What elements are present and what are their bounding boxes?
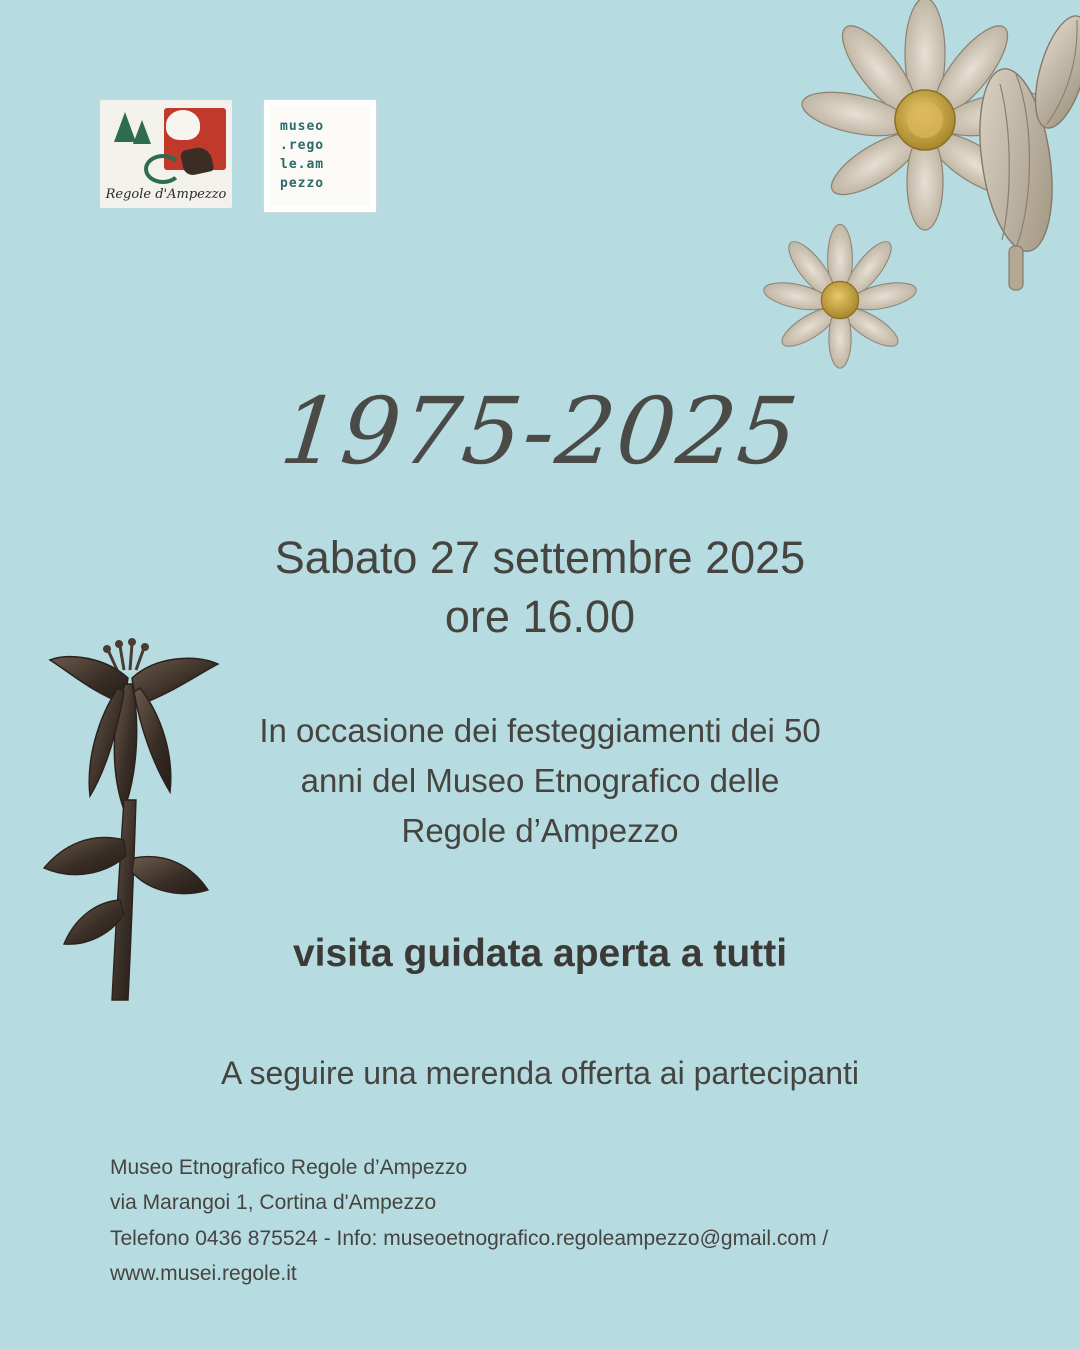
contact-address: via Marangoi 1, Cortina d'Ampezzo bbox=[110, 1191, 437, 1215]
museo-logo-text bbox=[280, 118, 324, 193]
event-time: ore 16.00 bbox=[444, 591, 636, 643]
event-highlight: visita guidata aperta a tutti bbox=[292, 932, 788, 975]
museo-logo-line-1: museo bbox=[280, 119, 325, 135]
museo-logo-line-3: le.am bbox=[280, 157, 325, 172]
regole-dampezzo-logo bbox=[100, 100, 232, 208]
regole-logo-caption: Regole d'Ampezzo bbox=[105, 187, 227, 202]
anniversary-years: 1975-2025 bbox=[275, 378, 805, 485]
contact-website: www.musei.regole.it bbox=[110, 1261, 297, 1285]
contact-info bbox=[110, 1150, 1010, 1291]
contact-phone-email: Telefono 0436 875524 - Info: museoetnografico.regoleampezzo@gmail.com / bbox=[110, 1226, 829, 1250]
event-intro-line-2: anni del Museo Etnografico delle bbox=[300, 762, 780, 800]
museo-logo-line-2: .rego bbox=[280, 138, 325, 154]
logo-row bbox=[100, 100, 376, 212]
museo-regole-ampezzo-logo bbox=[264, 100, 376, 212]
contact-museum-name: Museo Etnografico Regole d’Ampezzo bbox=[110, 1156, 468, 1179]
event-intro-line-1: In occasione dei festeggiamenti dei 50 bbox=[259, 712, 821, 749]
event-date: Sabato 27 settembre 2025 bbox=[274, 532, 806, 583]
green-swirl-icon bbox=[144, 154, 182, 184]
event-intro bbox=[150, 706, 930, 856]
white-emblem-shape bbox=[166, 110, 200, 140]
event-date-block bbox=[0, 528, 1080, 647]
event-follow-up: A seguire una merenda offerta ai partecipanti bbox=[220, 1055, 860, 1091]
event-intro-line-3: Regole d’Ampezzo bbox=[401, 812, 679, 850]
metal-filigree-flowers-decoration bbox=[720, 0, 1080, 420]
museo-logo-line-4: pezzo bbox=[280, 175, 325, 191]
pine-tree-icon bbox=[133, 120, 151, 144]
